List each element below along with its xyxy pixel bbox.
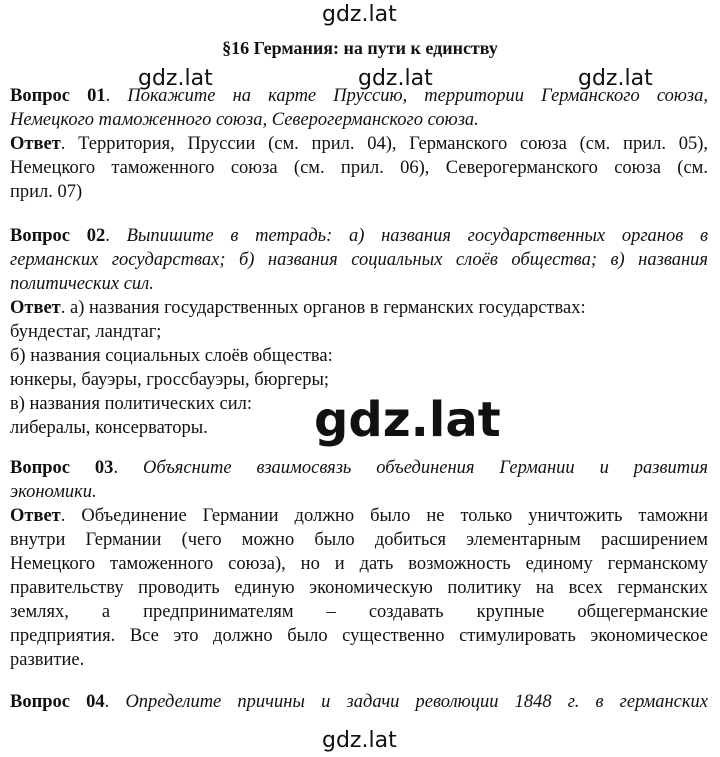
question-text: Немецкого таможенного союза, Северогерманского союза. (10, 110, 479, 130)
answer-text: развитие. (10, 650, 85, 670)
answer-text: Территория, Пруссии (см. прил. 04), Германского союза (см. прил. 05), (78, 134, 709, 154)
question-text: экономики. (10, 482, 97, 502)
watermark-row-left: gdz.lat (138, 66, 213, 91)
answer-text: Немецкого таможенного союза (см. прил. 06), Северогерманского союза (см. (10, 158, 708, 178)
answer-text: землях, а предпринимателям – создавать крупные общегерманские (10, 602, 708, 622)
question-block-2: Вопрос 02. Выпишите в тетрадь: а) названия государственных органов в германских государствах; б) названия социальных слоёв общества; в) названия политических сил. Ответ. а) названия государственных органов в германских государствах: бундестаг, ландтаг; б) названия социальных слоёв общества: юнкеры, бауэры, гроссбауэры, бюргеры; в) названия политических сил: либералы, консерваторы. (10, 226, 708, 438)
question-label: Вопрос 04 (10, 692, 105, 712)
watermark-bottom: gdz.lat (322, 728, 397, 753)
watermark-row-right: gdz.lat (578, 66, 653, 91)
question-text: Покажите на карте Пруссию, территории Германского союза, (127, 86, 708, 106)
answer-text: в) названия политических сил: (10, 394, 253, 414)
question-label: Вопрос 02 (10, 226, 106, 246)
question-text: Выпишите в тетрадь: а) названия государственных органов в (126, 226, 708, 246)
question-text: Определите причины и задачи революции 1848 г. в германских (125, 692, 709, 712)
answer-text: правительству проводить единую экономическую политику на всех германских (10, 578, 708, 598)
question-text: Объясните взаимосвязь объединения Германии и развития (143, 458, 709, 478)
question-block-1: Вопрос 01. Покажите на карте Пруссию, территории Германского союза, Немецкого таможенного союза, Северогерманского союза. Ответ. Территория, Пруссии (см. прил. 04), Германского союза (см. прил. 05), Немецкого таможенного союза (см. прил. 06), Северогерманского союза (см. прил. 07) (10, 86, 709, 202)
question-label: Вопрос 03 (10, 458, 114, 478)
question-text: политических сил. (10, 274, 154, 294)
watermark-top: gdz.lat (322, 2, 397, 27)
question-block-4: Вопрос 04. Определите причины и задачи революции 1848 г. в германских (10, 692, 709, 712)
answer-text: либералы, консерваторы. (10, 418, 208, 438)
answer-label: Ответ (10, 298, 61, 318)
answer-text: предприятия. Все это должно было существенно стимулировать экономическое (10, 626, 708, 646)
answer-text: а) названия государственных органов в германских государствах: (70, 298, 586, 318)
answer-label: Ответ (10, 506, 61, 526)
watermark-middle: gdz.lat (314, 392, 501, 448)
answer-text: Объединение Германии должно было не только уничтожить таможни (81, 506, 708, 526)
answer-text: Немецкого таможенного союза), но и дать возможность единому германскому (10, 554, 708, 574)
answer-text: внутри Германии (чего можно было добиться элементарным расширением (10, 530, 708, 550)
answer-text: бундестаг, ландтаг; (10, 322, 162, 342)
answer-text: б) названия социальных слоёв общества: (10, 346, 333, 366)
question-block-3: Вопрос 03. Объясните взаимосвязь объединения Германии и развития экономики. Ответ. Объединение Германии должно было не только уничтожить таможни внутри Германии (чего можно было добиться элементарным расширением Немецкого таможенного союза), но и дать возможность единому германскому правительству проводить единую экономическую политику на всех германских землях, а предпринимателям – создавать крупные общегерманские предприятия. Все это должно было существенно стимулировать экономическое развитие. (10, 458, 709, 670)
question-label: Вопрос 01 (10, 86, 106, 106)
page-title: §16 Германия: на пути к единству (222, 38, 498, 58)
answer-text: прил. 07) (10, 182, 83, 202)
answer-label: Ответ (10, 134, 61, 154)
answer-text: юнкеры, бауэры, гроссбауэры, бюргеры; (10, 370, 330, 390)
watermark-row-center: gdz.lat (358, 66, 433, 91)
question-text: германских государствах; б) названия социальных слоёв общества; в) названия (10, 250, 708, 270)
